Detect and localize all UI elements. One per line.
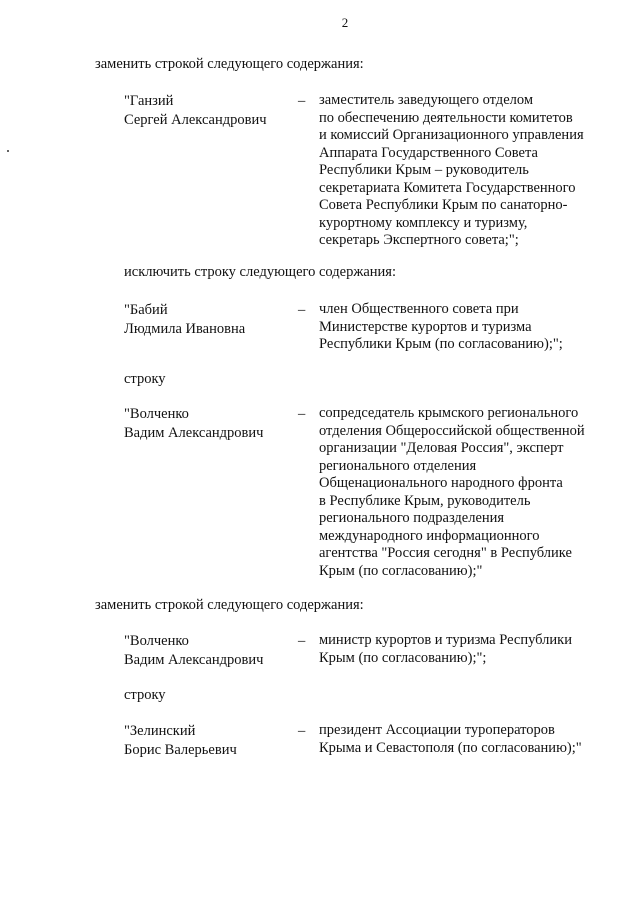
entry-given-names: Вадим Александрович bbox=[124, 425, 264, 441]
desc-line: член Общественного совета при bbox=[319, 301, 519, 317]
desc-line: организации "Деловая Россия", эксперт bbox=[319, 440, 564, 456]
desc-line: международного информационного bbox=[319, 527, 540, 544]
entry-dash: – bbox=[298, 406, 306, 422]
desc-line: Крыма и Севастополя (по согласованию);" bbox=[319, 739, 582, 756]
entry-dash: – bbox=[298, 633, 306, 649]
entry-surname: "Бабий bbox=[124, 302, 168, 318]
entry-given-names: Вадим Александрович bbox=[124, 652, 264, 668]
desc-line: и комиссий Организационного управления bbox=[319, 127, 584, 143]
entry-given-names: Борис Валерьевич bbox=[124, 742, 237, 758]
desc-line: агентства "Россия сегодня" в Республике bbox=[319, 545, 572, 561]
desc-line: сопредседатель крымского регионального bbox=[319, 405, 579, 421]
entry-surname: "Волченко bbox=[124, 633, 189, 649]
instruction-replace-1: заменить строкой следующего содержания: bbox=[95, 56, 364, 72]
entry-description bbox=[319, 632, 572, 667]
desc-line: Крым (по согласованию);" bbox=[319, 562, 483, 579]
desc-line: Республики Крым (по согласованию);"; bbox=[319, 336, 563, 352]
scan-speck bbox=[7, 150, 9, 152]
desc-line: Аппарата Государственного Совета bbox=[319, 144, 538, 161]
entry-given-names: Людмила Ивановна bbox=[124, 321, 246, 337]
entry-surname: "Ганзий bbox=[124, 93, 174, 109]
instruction-line-2: строку bbox=[124, 687, 166, 703]
desc-line: министр курортов и туризма Республики bbox=[319, 632, 572, 648]
instruction-line-1: строку bbox=[124, 371, 166, 387]
desc-line: по обеспечению деятельности комитетов bbox=[319, 109, 573, 126]
entry-dash: – bbox=[298, 723, 306, 739]
entry-description bbox=[319, 722, 582, 757]
instruction-replace-2: заменить строкой следующего содержания: bbox=[95, 597, 364, 613]
entry-surname: "Волченко bbox=[124, 406, 189, 422]
entry-name bbox=[124, 722, 237, 760]
page-number: 2 bbox=[341, 15, 349, 30]
desc-line: Министерстве курортов и туризма bbox=[319, 318, 532, 335]
entry-dash: – bbox=[298, 93, 306, 109]
desc-line: Крым (по согласованию);"; bbox=[319, 649, 487, 666]
desc-line: Совета Республики Крым по санаторно- bbox=[319, 197, 568, 213]
desc-line: заместитель заведующего отделом bbox=[319, 92, 534, 108]
entry-name bbox=[124, 301, 245, 339]
entry-surname: "Зелинский bbox=[124, 723, 196, 739]
entry-name bbox=[124, 632, 263, 670]
desc-line: Общенационального народного фронта bbox=[319, 475, 563, 491]
entry-description bbox=[319, 405, 585, 580]
desc-line: секретарь Экспертного совета;"; bbox=[319, 232, 519, 248]
entry-given-names: Сергей Александрович bbox=[124, 112, 267, 128]
desc-line: курортному комплексу и туризму, bbox=[319, 214, 528, 231]
desc-line: регионального отделения bbox=[319, 457, 477, 474]
desc-line: в Республике Крым, руководитель bbox=[319, 492, 531, 509]
desc-line: Республики Крым – руководитель bbox=[319, 162, 529, 178]
entry-dash: – bbox=[298, 302, 306, 318]
desc-line: отделения Общероссийской общественной bbox=[319, 422, 585, 439]
entry-description bbox=[319, 92, 584, 250]
entry-description bbox=[319, 301, 563, 354]
instruction-exclude: исключить строку следующего содержания: bbox=[124, 264, 396, 280]
desc-line: президент Ассоциации туроператоров bbox=[319, 722, 555, 738]
desc-line: регионального подразделения bbox=[319, 510, 505, 526]
entry-name bbox=[124, 405, 263, 443]
entry-name bbox=[124, 92, 267, 130]
desc-line: секретариата Комитета Государственного bbox=[319, 179, 576, 196]
